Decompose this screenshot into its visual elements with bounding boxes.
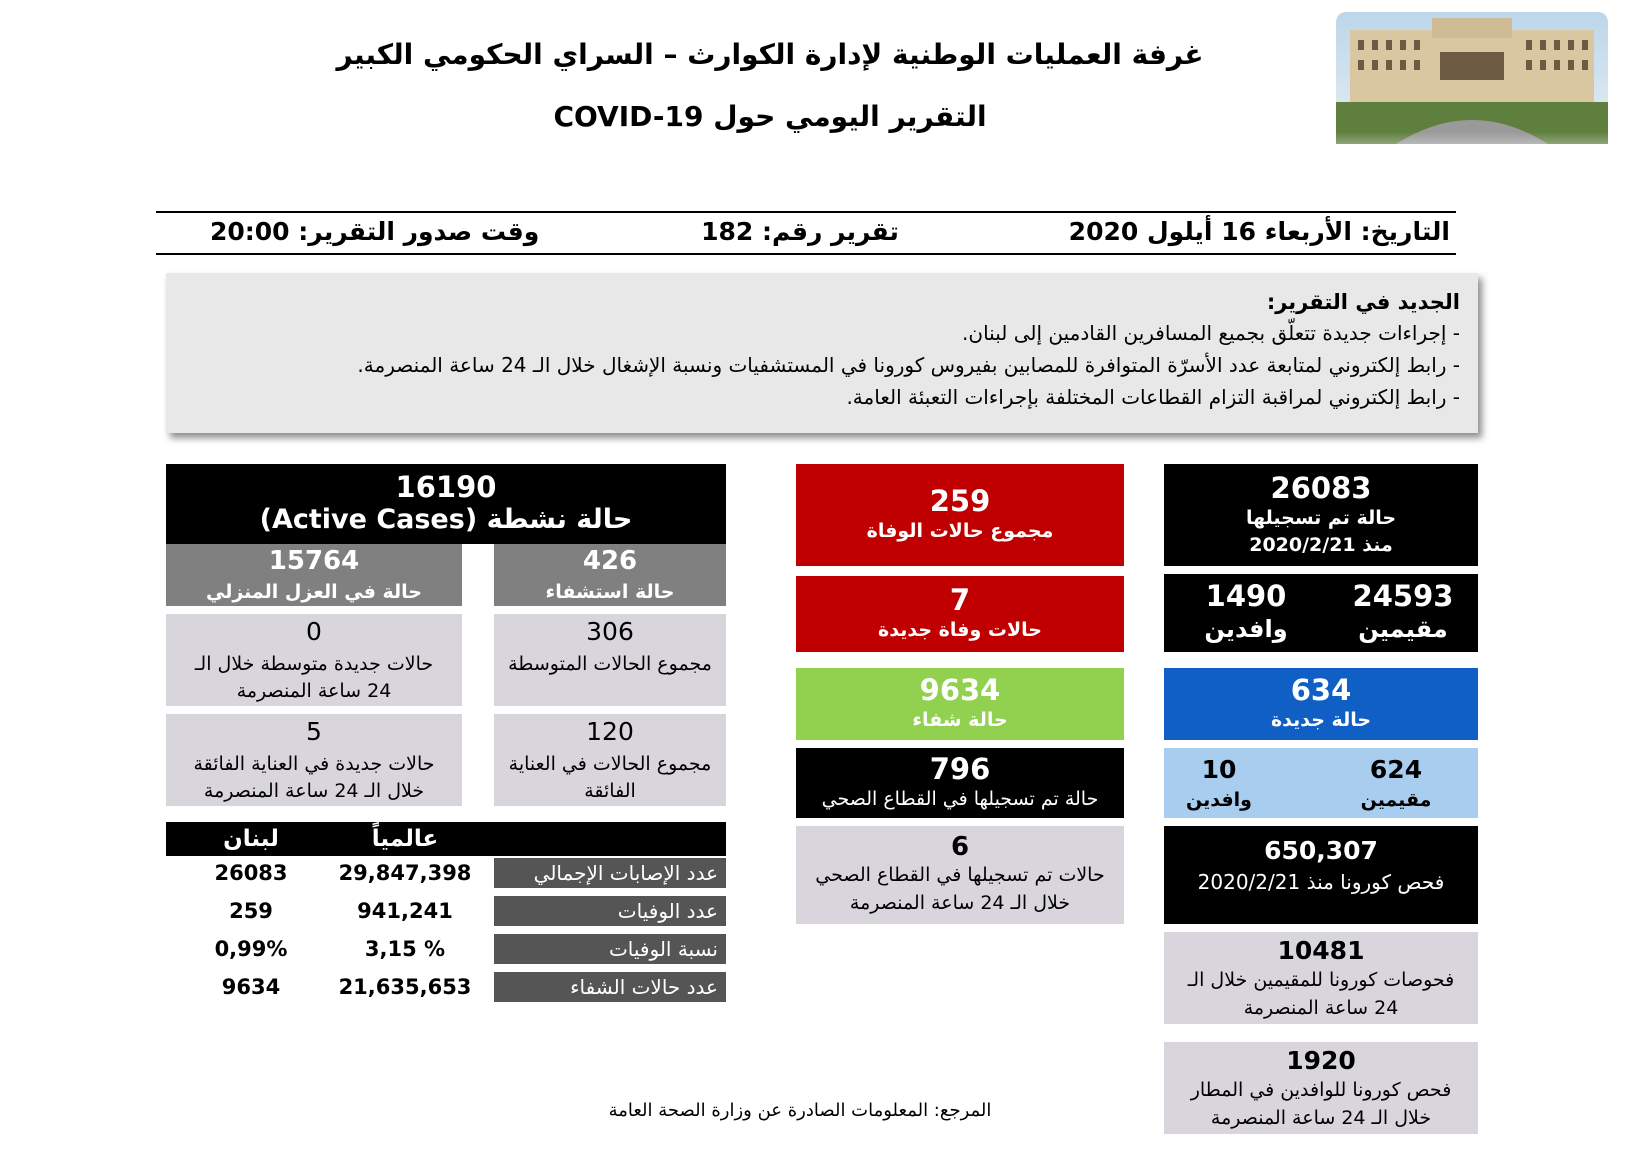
- health-sector-total-value: 796: [929, 751, 991, 786]
- home-isolation-value: 15764: [268, 546, 360, 577]
- active-cases-box: [166, 464, 726, 544]
- new-cases-value: 634: [1290, 673, 1352, 708]
- resident-tests-value: 10481: [1277, 935, 1365, 965]
- health-sector-new-box: [796, 826, 1124, 924]
- health-sector-total-label: حالة تم تسجيلها في القطاع الصحي: [821, 787, 1099, 810]
- new-cases-breakdown-box: [1164, 748, 1478, 818]
- moderate-new-label-2: 24 ساعة المنصرمة: [236, 680, 392, 703]
- new-cases-label: حالة جديدة: [1270, 709, 1372, 732]
- new-arrival-cases-value: 10: [1201, 754, 1237, 784]
- total-deaths-value: 259: [929, 484, 991, 519]
- new-resident-cases-value: 624: [1369, 754, 1423, 784]
- health-sector-total-box: [796, 748, 1124, 818]
- report-subtitle: التقرير اليومي حول COVID-19: [553, 100, 987, 133]
- home-isolation-box: [166, 544, 462, 606]
- total-cases-label: حالة تم تسجيلها: [1245, 507, 1397, 530]
- total-deaths-box: [796, 464, 1124, 566]
- icu-total-box: [494, 714, 726, 806]
- new-cases-box: [1164, 668, 1478, 740]
- moderate-total-label: مجموع الحالات المتوسطة: [508, 652, 712, 675]
- moderate-total-box: [494, 614, 726, 706]
- resident-tests-label-2: 24 ساعة المنصرمة: [1243, 996, 1399, 1019]
- health-sector-new-value: 6: [950, 831, 970, 862]
- serail-building-image: [1336, 12, 1608, 172]
- icu-total-label: مجموع الحالات في العناية: [508, 752, 712, 775]
- info-bar-top-rule: [156, 211, 1456, 213]
- recovered-box: [796, 668, 1124, 740]
- report-title: غرفة العمليات الوطنية لإدارة الكوارث – السراي الحكومي الكبير: [336, 38, 1204, 71]
- news-heading: الجديد في التقرير:: [1266, 290, 1460, 314]
- table-row-world: 29,847,398: [338, 861, 472, 885]
- cases-breakdown-box: [1164, 574, 1478, 652]
- news-item: - رابط إلكتروني لمتابعة عدد الأسرّة المتوافرة للمصابين بفيروس كورونا في المستشفيات ونسبة الإشغال خلال الـ 24 ساعة المنصرمة.: [357, 353, 1460, 377]
- airport-tests-label-2: خلال الـ 24 ساعة المنصرمة: [1210, 1106, 1432, 1129]
- recovered-label: حالة شفاء: [912, 709, 1008, 732]
- resident-tests-label: فحوصات كورونا للمقيمين خلال الـ: [1187, 969, 1455, 992]
- airport-tests-box: [1164, 1042, 1478, 1134]
- arrival-cases-value: 1490: [1205, 579, 1287, 614]
- new-deaths-box: [796, 576, 1124, 652]
- new-resident-cases-label: مقيمين: [1360, 788, 1432, 811]
- new-deaths-label: حالات وفاة جديدة: [878, 619, 1042, 642]
- world-column-header: عالمياً: [371, 826, 439, 852]
- health-sector-new-label: حالات تم تسجيلها في القطاع الصحي: [815, 864, 1105, 887]
- icu-new-label-2: خلال الـ 24 ساعة المنصرمة: [203, 780, 425, 803]
- active-cases-label: حالة نشطة (Active Cases): [259, 504, 633, 536]
- table-row-lebanon: 26083: [214, 861, 288, 885]
- table-row-lebanon: 259: [229, 899, 273, 923]
- info-bar-bottom-rule: [156, 253, 1456, 255]
- icu-new-label: حالات جديدة في العناية الفائقة: [193, 752, 435, 775]
- hospitalized-value: 426: [582, 546, 638, 577]
- recovered-value: 9634: [919, 673, 1001, 708]
- report-date: التاريخ: الأربعاء 16 أيلول 2020: [1068, 217, 1450, 246]
- moderate-new-label: حالات جديدة متوسطة خلال الـ: [194, 652, 434, 675]
- total-cases-box: [1164, 464, 1478, 566]
- news-item: - إجراءات جديدة تتعلّق بجميع المسافرين القادمين إلى لبنان.: [962, 321, 1460, 345]
- moderate-total-value: 306: [586, 617, 634, 647]
- total-tests-value: 650,307: [1264, 836, 1378, 865]
- table-row-world: 3,15 %: [364, 937, 446, 961]
- total-tests-label: فحص كورونا منذ 2020/2/21: [1197, 869, 1445, 894]
- active-cases-value: 16190: [395, 470, 497, 505]
- resident-tests-box: [1164, 932, 1478, 1024]
- table-row-world: 21,635,653: [338, 975, 472, 999]
- table-row-label: عدد الإصابات الإجمالي: [494, 858, 726, 888]
- icu-new-box: [166, 714, 462, 806]
- report-time: وقت صدور التقرير: 20:00: [210, 217, 540, 246]
- table-row-label: نسبة الوفيات: [494, 934, 726, 964]
- moderate-new-value: 0: [306, 617, 322, 647]
- icu-total-label-2: الفائقة: [584, 780, 636, 803]
- total-tests-box: [1164, 826, 1478, 924]
- new-arrival-cases-label: وافدين: [1186, 788, 1252, 811]
- health-sector-new-label-2: خلال الـ 24 ساعة المنصرمة: [849, 891, 1071, 914]
- total-cases-since: منذ 2020/2/21: [1249, 533, 1393, 556]
- news-box: [166, 273, 1478, 433]
- hospitalized-box: [494, 544, 726, 606]
- table-row-lebanon: 9634: [221, 975, 281, 999]
- total-cases-value: 26083: [1270, 470, 1372, 505]
- moderate-new-box: [166, 614, 462, 706]
- airport-tests-value: 1920: [1286, 1045, 1356, 1075]
- resident-cases-value: 24593: [1352, 579, 1454, 614]
- lebanon-column-header: لبنان: [223, 826, 279, 852]
- airport-tests-label: فحص كورونا للوافدين في المطار: [1190, 1079, 1452, 1102]
- table-row-lebanon: 0,99%: [214, 937, 288, 961]
- home-isolation-label: حالة في العزل المنزلي: [206, 581, 422, 604]
- icu-new-value: 5: [306, 717, 322, 747]
- table-row-world: 941,241: [357, 899, 453, 923]
- table-row-label: عدد حالات الشفاء: [494, 972, 726, 1002]
- source-note: المرجع: المعلومات الصادرة عن وزارة الصحة العامة: [608, 1100, 992, 1121]
- arrival-cases-label: وافدين: [1204, 615, 1288, 644]
- new-deaths-value: 7: [949, 583, 971, 618]
- total-deaths-label: مجموع حالات الوفاة: [866, 520, 1054, 543]
- icu-total-value: 120: [586, 717, 634, 747]
- report-number: تقرير رقم: 182: [701, 217, 899, 246]
- table-row-label: عدد الوفيات: [494, 896, 726, 926]
- resident-cases-label: مقيمين: [1358, 615, 1448, 644]
- hospitalized-label: حالة استشفاء: [545, 581, 675, 604]
- news-item: - رابط إلكتروني لمراقبة التزام القطاعات المختلفة بإجراءات التعبئة العامة.: [846, 385, 1460, 409]
